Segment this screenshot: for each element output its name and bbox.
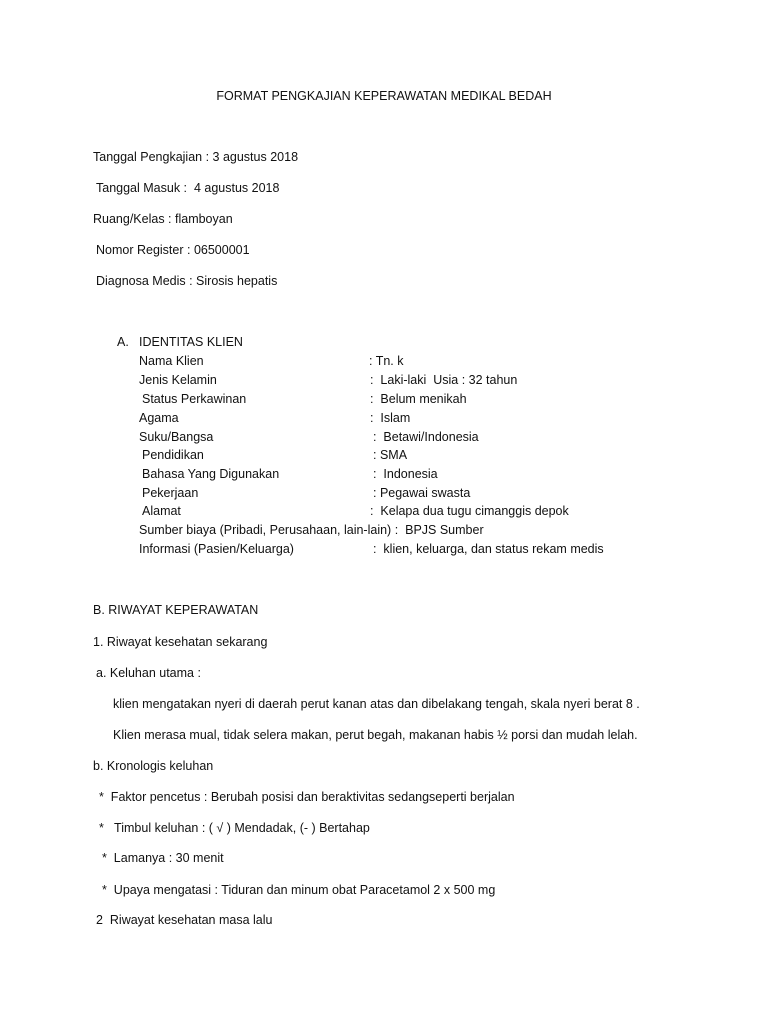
section-b-heading: B. RIWAYAT KEPERAWATAN [93,603,259,617]
diagnosa-medis: Diagnosa Medis : Sirosis hepatis [96,274,278,288]
identity-value-bahasa: : Indonesia [373,467,438,481]
identity-label-pendidikan: Pendidikan [142,448,204,462]
identity-value-status-perkawinan: : Belum menikah [370,392,467,406]
ruang-kelas: Ruang/Kelas : flamboyan [93,212,233,226]
identity-label-informasi: Informasi (Pasien/Keluarga) [139,542,294,556]
identity-label-suku-bangsa: Suku/Bangsa [139,430,214,444]
document-title: FORMAT PENGKAJIAN KEPERAWATAN MEDIKAL BEDAH [216,89,552,103]
section-a-marker: A. [117,335,129,349]
kronologis-item: * Faktor pencetus : Berubah posisi dan beraktivitas sedangseperti berjalan [99,790,515,804]
kronologis-item: * Upaya mengatasi : Tiduran dan minum obat Paracetamol 2 x 500 mg [102,883,496,897]
riwayat-kesehatan-masa-lalu: 2 Riwayat kesehatan masa lalu [96,913,273,927]
kronologis-keluhan-label: b. Kronologis keluhan [93,759,214,773]
identity-label-jenis-kelamin: Jenis Kelamin [139,373,217,387]
kronologis-item: * Lamanya : 30 menit [102,851,224,865]
identity-value-pendidikan: : SMA [373,448,408,462]
identity-label-nama: Nama Klien [139,354,204,368]
identity-value-agama: : Islam [370,411,411,425]
identity-label-pekerjaan: Pekerjaan [142,486,199,500]
keluhan-utama-line-1: klien mengatakan nyeri di daerah perut kanan atas dan dibelakang tengah, skala nyeri berat 8 . [113,697,640,711]
identity-value-alamat: : Kelapa dua tugu cimanggis depok [370,504,569,518]
identity-value-nama: : Tn. k [369,354,404,368]
keluhan-utama-label: a. Keluhan utama : [96,666,201,680]
identity-label-status-perkawinan: Status Perkawinan [142,392,247,406]
keluhan-utama-line-2: Klien merasa mual, tidak selera makan, perut begah, makanan habis ½ porsi dan mudah lelah. [113,728,638,742]
identity-label-agama: Agama [139,411,179,425]
riwayat-kesehatan-sekarang: 1. Riwayat kesehatan sekarang [93,635,268,649]
identity-label-sumber-biaya: Sumber biaya (Pribadi, Perusahaan, lain-lain) : BPJS Sumber [139,523,484,537]
nomor-register: Nomor Register : 06500001 [96,243,250,257]
identity-label-alamat: Alamat [142,504,181,518]
section-a-heading: IDENTITAS KLIEN [139,335,243,349]
identity-value-pekerjaan: : Pegawai swasta [373,486,471,500]
identity-label-bahasa: Bahasa Yang Digunakan [142,467,280,481]
identity-value-suku-bangsa: : Betawi/Indonesia [373,430,479,444]
identity-value-informasi: : klien, keluarga, dan status rekam medis [373,542,604,556]
kronologis-item: * Timbul keluhan : ( √ ) Mendadak, (- ) Bertahap [99,821,370,835]
tanggal-pengkajian: Tanggal Pengkajian : 3 agustus 2018 [93,150,299,164]
tanggal-masuk: Tanggal Masuk : 4 agustus 2018 [96,181,280,195]
identity-value-jenis-kelamin: : Laki-laki Usia : 32 tahun [370,373,518,387]
